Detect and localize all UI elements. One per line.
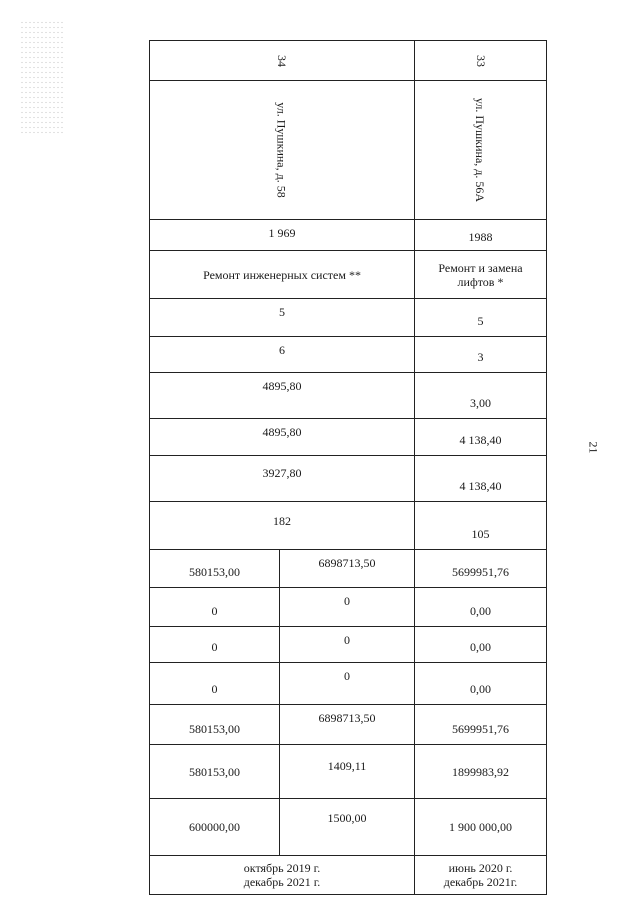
table-row bbox=[149, 550, 547, 588]
table-row bbox=[149, 299, 547, 337]
table-cell: 1899983,92 bbox=[414, 745, 547, 798]
table-cell: 3927,80 bbox=[149, 456, 414, 501]
table-cell: 0,00 bbox=[414, 663, 547, 704]
table-cell: 5 bbox=[414, 299, 547, 336]
table-cell: 4895,80 bbox=[149, 419, 414, 455]
table-cell: 3 bbox=[414, 337, 547, 372]
table-cell bbox=[149, 81, 414, 219]
table-cell: 3,00 bbox=[414, 373, 547, 418]
period-end: декабрь 2021 г. bbox=[243, 875, 321, 889]
table-row bbox=[149, 373, 547, 419]
table-cell: Ремонт инженерных систем ** bbox=[149, 251, 414, 298]
table-cell: 0 bbox=[149, 663, 279, 704]
table-cell: 580153,00 bbox=[149, 550, 279, 587]
page-stamp bbox=[20, 20, 64, 136]
table-row bbox=[149, 663, 547, 705]
table-cell: 1 900 000,00 bbox=[414, 799, 547, 855]
table-cell: 0 bbox=[279, 588, 414, 626]
table-cell: 4 138,40 bbox=[414, 419, 547, 455]
table-cell: 182 bbox=[149, 502, 414, 549]
table-cell: 1 969 bbox=[149, 220, 414, 250]
table-row bbox=[149, 799, 547, 856]
cell-text: 34 bbox=[275, 54, 289, 67]
table-cell: 105 bbox=[414, 502, 547, 549]
table-cell: 5699951,76 bbox=[414, 550, 547, 587]
cell-text: ул. Пушкина, д. 56А bbox=[473, 97, 488, 203]
table-row bbox=[149, 705, 547, 745]
table-row bbox=[149, 81, 547, 220]
table-cell: 6898713,50 bbox=[279, 550, 414, 587]
table-cell: 4 138,40 bbox=[414, 456, 547, 501]
table-cell: 600000,00 bbox=[149, 799, 279, 855]
table-cell: 0 bbox=[279, 663, 414, 704]
table-cell: 1500,00 bbox=[279, 799, 414, 855]
table-cell bbox=[414, 81, 547, 219]
page-number: 21 bbox=[586, 441, 601, 454]
table-row bbox=[149, 419, 547, 456]
period-start: октябрь 2019 г. bbox=[243, 861, 321, 875]
cell-text: 33 bbox=[473, 54, 488, 67]
table-row bbox=[149, 502, 547, 550]
table-row bbox=[149, 456, 547, 502]
table-cell: 5 bbox=[149, 299, 414, 336]
table-row bbox=[149, 745, 547, 799]
table-cell: 1988 bbox=[414, 220, 547, 250]
cell-text: ул. Пушкина, д. 58 bbox=[274, 102, 289, 198]
table-row bbox=[149, 220, 547, 251]
table-cell: 0,00 bbox=[414, 627, 547, 662]
table-cell bbox=[149, 41, 414, 80]
table-cell: 0,00 bbox=[414, 588, 547, 626]
table-cell: 5699951,76 bbox=[414, 705, 547, 744]
table-row bbox=[149, 40, 547, 81]
table-cell: 1409,11 bbox=[279, 745, 414, 798]
table-cell: Ремонт и замена лифтов * bbox=[414, 251, 547, 298]
table-row bbox=[149, 251, 547, 299]
table-cell: 6 bbox=[149, 337, 414, 372]
table-row bbox=[149, 627, 547, 663]
table-row bbox=[149, 856, 547, 895]
table-cell: 0 bbox=[279, 627, 414, 662]
period-start: июнь 2020 г. bbox=[448, 861, 513, 875]
table-cell: 6898713,50 bbox=[279, 705, 414, 744]
table-cell bbox=[414, 856, 547, 894]
table-cell: 4895,80 bbox=[149, 373, 414, 418]
table-cell bbox=[414, 41, 547, 80]
table-cell: 0 bbox=[149, 588, 279, 626]
table-cell: 580153,00 bbox=[149, 705, 279, 744]
table-row bbox=[149, 337, 547, 373]
table-cell: 0 bbox=[149, 627, 279, 662]
table-cell bbox=[149, 856, 414, 894]
table-row bbox=[149, 588, 547, 627]
data-table bbox=[149, 40, 547, 895]
table-cell: 580153,00 bbox=[149, 745, 279, 798]
period-end: декабрь 2021г. bbox=[443, 875, 518, 889]
